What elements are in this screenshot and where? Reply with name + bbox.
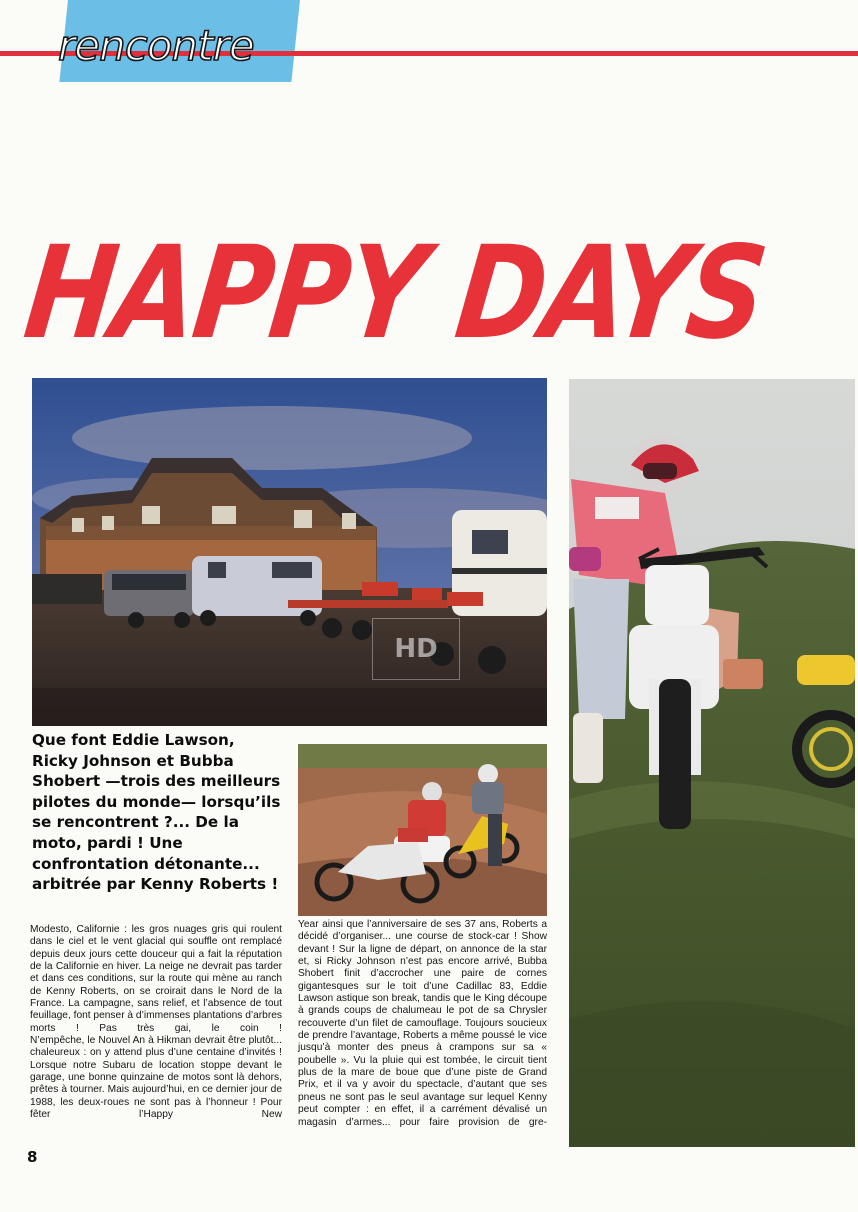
article-title: HAPPY DAYS [17,219,772,368]
ranch-photo [32,378,547,726]
watermark: HD [372,618,460,680]
paragraph: N’empêche, le Nouvel An à Hikman devrait être plutôt... chaleureux : on y attend plus d’une centaine d’invités ! [30,1035,282,1059]
section-label: rencontre [58,21,254,70]
page-number: 8 [27,1148,38,1166]
paragraph: Year ainsi que l’anniversaire de ses 37 ans, Roberts a décidé d’organiser... une course de stock-car ! Show devant ! Sur la ligne de départ, on annonce de la star et, si Ricky Johnson n’est pas encore arrivé, Bubba Shobert finit d’accrocher une paire de cornes gigantesques sur le toit d’une Cadillac 83, Eddie Lawson astique son break, tandis que le King découpe à grands coups de chalumeau le pot de sa Chrysler recouverte d’un filet de camouflage. Toujours soucieux de prendre l’avantage, Roberts a même poussé le vice jusqu’à monter des pneus à crampons sur sa « poubelle ». Vu la pluie qui est tombée, le circuit tient plus de la mare de boue que d’une piste de Grand Prix, et il va y avoir du spectacle, d’autant que ses pneus ne sont pas le seul avantage sur lequel Kenny peut compter : en effet, il a carrément dévalisé un magasin d’armes... pour faire provision de gre- [298,919,547,1128]
paragraph: Modesto, Californie : les gros nuages gris qui roulent dans le ciel et le vent glacial qui souffle ont remplacé depuis deux jours cette douceur qui a fait la réputation de la Californie en hiver. La neige ne devrait pas tarder et dans ces conditions, sur la route qui mène au ranch de Kenny Roberts, on se croirait dans le Nord de la France. La campagne, sans relief, et l’absence de tout feuillage, font penser à d’immenses plantations d’arbres morts ! Pas très gai, le coin ! [30,924,283,1034]
race-photo [298,744,547,916]
body-column-left [30,924,282,1122]
lead-paragraph: Que font Eddie Lawson, Ricky Johnson et Bubba Shobert —trois des meilleurs pilotes du monde— lorsqu’ils se rencontrent ?... De la moto, pardi ! Une confrontation détonante... arbitrée par Kenny Roberts ! [32,731,281,894]
paragraph: Lorsque notre Subaru de location stoppe devant le garage, une bonne quinzaine de motos sont là dehors, prêtes à tourner. Mais aujourd’hui, en ce dernier jour de 1988, les deux-roues ne sont pas à l’honneur ! Pour fêter l’Happy New [30,1059,282,1121]
rider-portrait-photo [569,379,855,1147]
body-column-right [298,919,547,1129]
